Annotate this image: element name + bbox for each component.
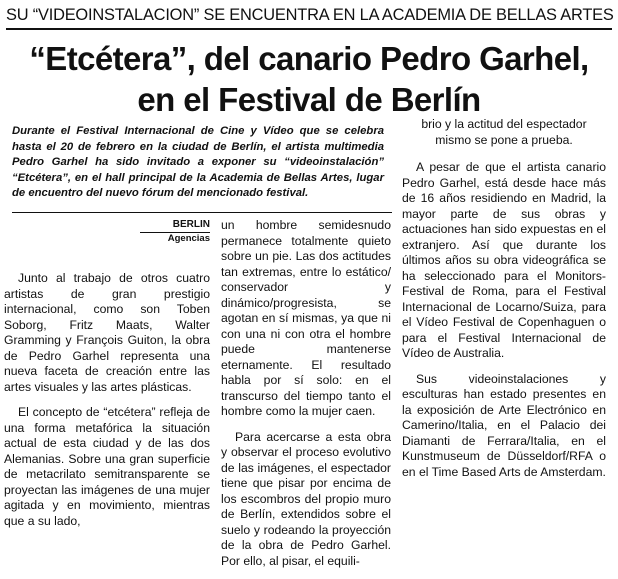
byline-agency: Agencias (167, 233, 210, 244)
column-2-paragraph-2: Para acercarse a esta obra y observar el proceso evolutivo de las imágenes, el espectador tiene que pisar por encima de los escombros del propio muro de Berlín, extendidos sobre el suelo y rodeando la proyección de la obra de Pedro Garhel. Por ello, al pisar, el equili- (221, 429, 391, 568)
column-2-paragraph-1: un hombre semidesnudo permanece totalmente quieto sobre un pie. Las dos actitudes tan extremas, entre lo estático/ conservador y dinámico/progresista, se agotan en sí mismas, ya que ni con una ni con otra el hombre puede mantenerse eternamente. El resultado habla por sí solo: en el transcurso del tiempo tanto el hombre como la mujer caen. (221, 218, 391, 418)
column-1-paragraph-2: El concepto de “etcétera” refleja de una forma metafórica la situación actual de esta ciudad y de las dos Alemanias. Sobre una gran superficie de metacrilato semitransparente se proyectan las imágenes de una mujer agitada y en movimiento, mientras que a su lado, (4, 405, 210, 528)
article-kicker: SU “VIDEOINSTALACION” SE ENCUENTRA EN LA ACADEMIA DE BELLAS ARTES (6, 4, 612, 30)
byline-rule (140, 232, 210, 233)
column-3-continuation: brio y la actitud del espectador mismo se pone a prueba. (421, 117, 587, 147)
column-1-paragraph-1: Junto al trabajo de otros cuatro artistas de gran prestigio internacional, como son Toben Soborg, Fritz Maats, Walter Gramming y François Guiton, la obra de Pedro Garhel representa una nueva faceta de creación entre las artes visuales y las artes plásticas. (4, 271, 210, 394)
column-3-paragraph-2: Sus videoinstalaciones y esculturas han estado presentes en la exposición de Arte Electrónico en Camerino/Italia, en el Palacio dei Diamanti de Ferrara/Italia, en el Kunstmuseum de Düsseldorf/RFA o en el Time Based Arts de Amsterdam. (402, 371, 606, 479)
headline-line-2: en el Festival de Berlín (137, 81, 481, 118)
article-lead: Durante el Festival Internacional de Cine y Vídeo que se celebra hasta el 20 de febrero en la ciudad de Berlín, el artista multimedia Pedro Garhel ha sido invitado a exponer su “videoinstalación” “Etcétera”, en el hall principal de la Academia de Bellas Artes, lugar de encuentro del nuevo fórum del mencionado festival. (12, 125, 384, 199)
column-3-paragraph-1: A pesar de que el artista canario Pedro Garhel, está desde hace más de 16 años residiendo en Madrid, la mayor parte de sus obras y actuaciones han sido expuestas en el extranjero. Así que durante los últimos años su obra videográfica se ha seleccionado para el Monitors-Festival de Roma, para el Festival Internacional de Locarno/Suiza, para el Vídeo Festival de Copenhaguen o para el Festival Internacional de Vídeo de Australia. (402, 160, 606, 360)
article-headline (0, 38, 618, 120)
article-column-1 (4, 271, 210, 539)
article-column-3 (402, 117, 606, 490)
byline-place: BERLIN (172, 219, 210, 230)
article-column-2 (221, 218, 391, 579)
lead-divider (12, 212, 392, 213)
headline-line-1: “Etcétera”, del canario Pedro Garhel, (29, 40, 589, 77)
